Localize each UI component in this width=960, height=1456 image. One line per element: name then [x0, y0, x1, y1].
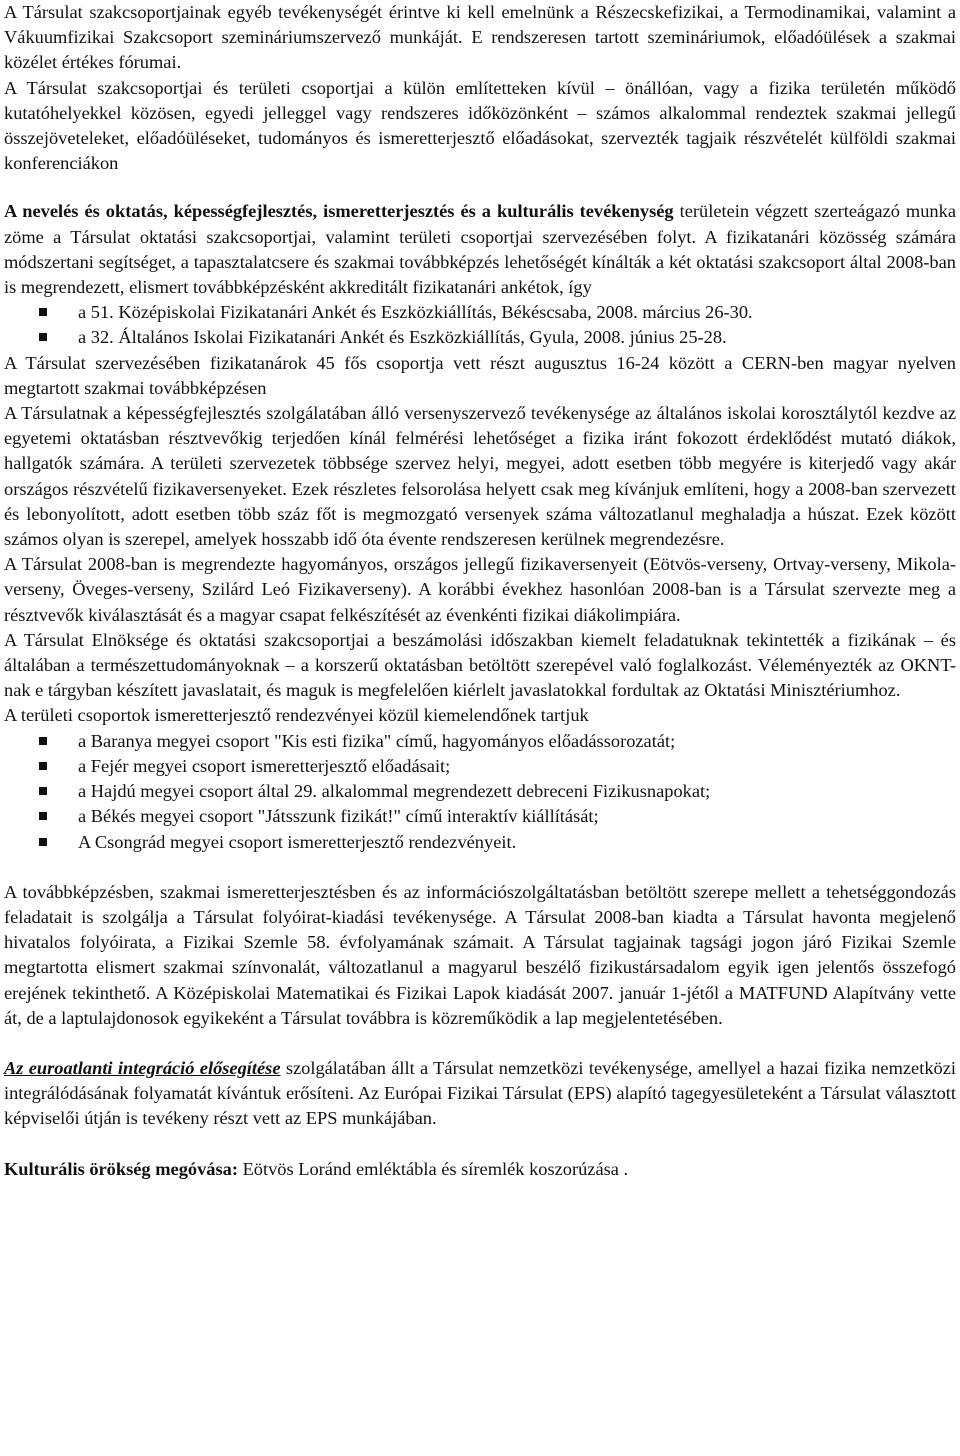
bullet-square-icon — [39, 308, 47, 316]
section-heading-kulturalis: Kulturális örökség megóvása: — [4, 1158, 238, 1179]
paragraph-cern: A Társulat szervezésében fizikatanárok 45 fős csoportja vett részt augusztus 16-24 között a CERN-ben magyar nyelven megtartott szakmai továbbképzésen — [4, 352, 956, 398]
paragraph-versenyszervezes: A Társulatnak a képességfejlesztés szolgálatában álló versenyszervező tevékenysége az általános iskolai korosztálytól kezdve az egyetemi oktatásban résztvevőkig terjedően kínál felmérési lehetőséget a fizika iránt fokozott érdeklődést mutató diákok, hallgatók számára. A területi szervezetek többsége szervez helyi, megyei, adott esetben több megyére is kiterjedő vagy akár országos részvételű fizikaversenyeket. Ezek részletes felsorolása helyett csak meg kívánjuk említeni, hogy a 2008-ban szervezett és lebonyolított, adott esetben több száz főt is megmozgató versenyek száma változatlanul meghaladja a húszat. Ezek között számos olyan is szerepel, amelyek hosszabb idő óta évente rendszeresen kerülnek megrendezésre. — [4, 403, 956, 550]
bullet-square-icon — [39, 762, 47, 770]
spacer — [4, 855, 956, 880]
rendezvenyek-list — [4, 729, 956, 855]
section-heading-neveles: A nevelés és oktatás, képességfejlesztés, ismeretterjesztés és a kulturális tevékenység — [4, 201, 674, 222]
bullet-square-icon — [39, 787, 47, 795]
list-item: a Fejér megyei csoport ismeretterjesztő előadásait; — [4, 754, 956, 779]
spacer — [4, 176, 956, 199]
bullet-square-icon — [39, 812, 47, 820]
list-item: a Békés megyei csoport "Játsszunk fizikát!" című interaktív kiállítását; — [4, 804, 956, 829]
paragraph-kulturalis-text: Eötvös Loránd emléktábla és síremlék koszorúzása . — [237, 1158, 629, 1179]
spacer — [4, 1031, 956, 1056]
list-item: a 32. Általános Iskolai Fizikatanári Ankét és Eszközkiállítás, Gyula, 2008. június 25-28. — [4, 325, 956, 350]
paragraph-szakcsoportok: A Társulat szakcsoportjainak egyéb tevékenységét érintve ki kell emelnünk a Részecskefizikai, a Termodinamikai, valamint a Vákuumfizikai Szakcsoport szemináriumszervező munkáját. E rendszeresen tartott szemináriumok, előadóülések a szakmai közélet értékes fórumai. — [4, 2, 956, 73]
paragraph-kulturalis-orokseg — [4, 1157, 956, 1182]
list-item: a 51. Középiskolai Fizikatanári Ankét és Eszközkiállítás, Békéscsaba, 2008. március 26-30. — [4, 300, 956, 325]
paragraph-elnokseg: A Társulat Elnöksége és oktatási szakcsoportjai a beszámolási időszakban kiemelt feladatuknak tekintették a fizikának – és általában a természettudományoknak – a korszerű oktatásban betöltött szerepével való foglalkozást. Véleményezték az OKNT-nak e tárgyban készített javaslatait, és maguk is megfelelően kiérlelt javaslatokkal fordultak az Oktatási Minisztériumhoz. — [4, 629, 956, 701]
paragraph-neveles-text: területein végzett szerteágazó munka zöme a Társulat oktatási szakcsoportjai, valamint területi csoportjai szervezésében folyt. A fizikatanári közösség számára módszertani segítséget, a tapasztalatcsere és szakmai továbbképzés lehetőségét kínálták a két oktatási szakcsoport által 2008-ban is megrendezett, elismert továbbképzésként akkreditált fizikatanári ankétok, így — [4, 201, 956, 298]
anket-list — [4, 300, 956, 350]
paragraph-fizikaversenyek: A Társulat 2008-ban is megrendezte hagyományos, országos jellegű fizikaversenyeit (Eötvös-verseny, Ortvay-verseny, Mikola-verseny, Öveges-verseny, Szilárd Leó Fizikaverseny). A korábbi évekhez hasonlóan 2008-ban is a Társulat szervezte meg a résztvevők kiválasztását és a magyar csapat felkészítését az évenkénti fizikai diákolimpiára. — [4, 554, 956, 625]
paragraph-euroatlanti — [4, 1056, 956, 1132]
bullet-square-icon — [39, 737, 47, 745]
bullet-square-icon — [39, 838, 47, 846]
list-item: a Baranya megyei csoport "Kis esti fizika" című, hagyományos előadássorozatát; — [4, 729, 956, 754]
bullet-square-icon — [39, 333, 47, 341]
list-item: a Hajdú megyei csoport által 29. alkalommal megrendezett debreceni Fizikusnapokat; — [4, 779, 956, 804]
paragraph-neveles-oktatas — [4, 199, 956, 300]
paragraph-teruleti-csoportok: A Társulat szakcsoportjai és területi csoportjai a külön említetteken kívül – önállóan, vagy a fizika területén működő kutatóhelyekkel közösen, egyedi jelleggel vagy rendszeres időközönként – számos alkalommal rendeztek szakmai jellegű összejöveteleket, előadóüléseket, tudományos és ismeretterjesztő előadásokat, szervezték tagjaik részvételét külföldi szakmai konferenciákon — [4, 77, 956, 174]
paragraph-euroatlanti-text: szolgálatában állt a Társulat nemzetközi tevékenysége, amellyel a hazai fizika nemzetközi integrálódásának folyamatát kívántuk erősíteni. Az Európai Fizikai Társulat (EPS) alapító tagegyesületeként a Társulat választott képviselői útján is tevékeny részt vett az EPS munkájában. — [4, 1057, 956, 1129]
paragraph-folyoirat-kiadas: A továbbképzésben, szakmai ismeretterjesztésben és az információszolgáltatásban betöltött szerepe mellett a tehetséggondozás feladatait is szolgálja a Társulat folyóirat-kiadási tevékenysége. A Társulat 2008-ban kiadta a Társulat havonta megjelenő hivatalos folyóirata, a Fizikai Szemle 58. évfolyamának számait. A Társulat tagjainak tagsági jogon járó Fizikai Szemle megtartotta elismert szakmai színvonalát, változatlanul a magyarul beszélő fizikustársadalom egyik igen jelentős összefogó erejének tekinthető. A Középiskolai Matematikai és Fizikai Lapok kiadását 2007. január 1-jétől a MATFUND Alapítvány vette át, de a laptulajdonosok egyikeként a Társulat továbbra is közreműködik a lap megjelentetésében. — [4, 881, 956, 1028]
spacer — [4, 1132, 956, 1157]
section-heading-euroatlanti: Az euroatlanti integráció elősegítése — [4, 1057, 281, 1078]
list-item: A Csongrád megyei csoport ismeretterjesztő rendezvényeit. — [4, 830, 956, 855]
paragraph-rendezvenyek-intro: A területi csoportok ismeretterjesztő rendezvényei közül kiemelendőnek tartjuk — [4, 705, 589, 726]
